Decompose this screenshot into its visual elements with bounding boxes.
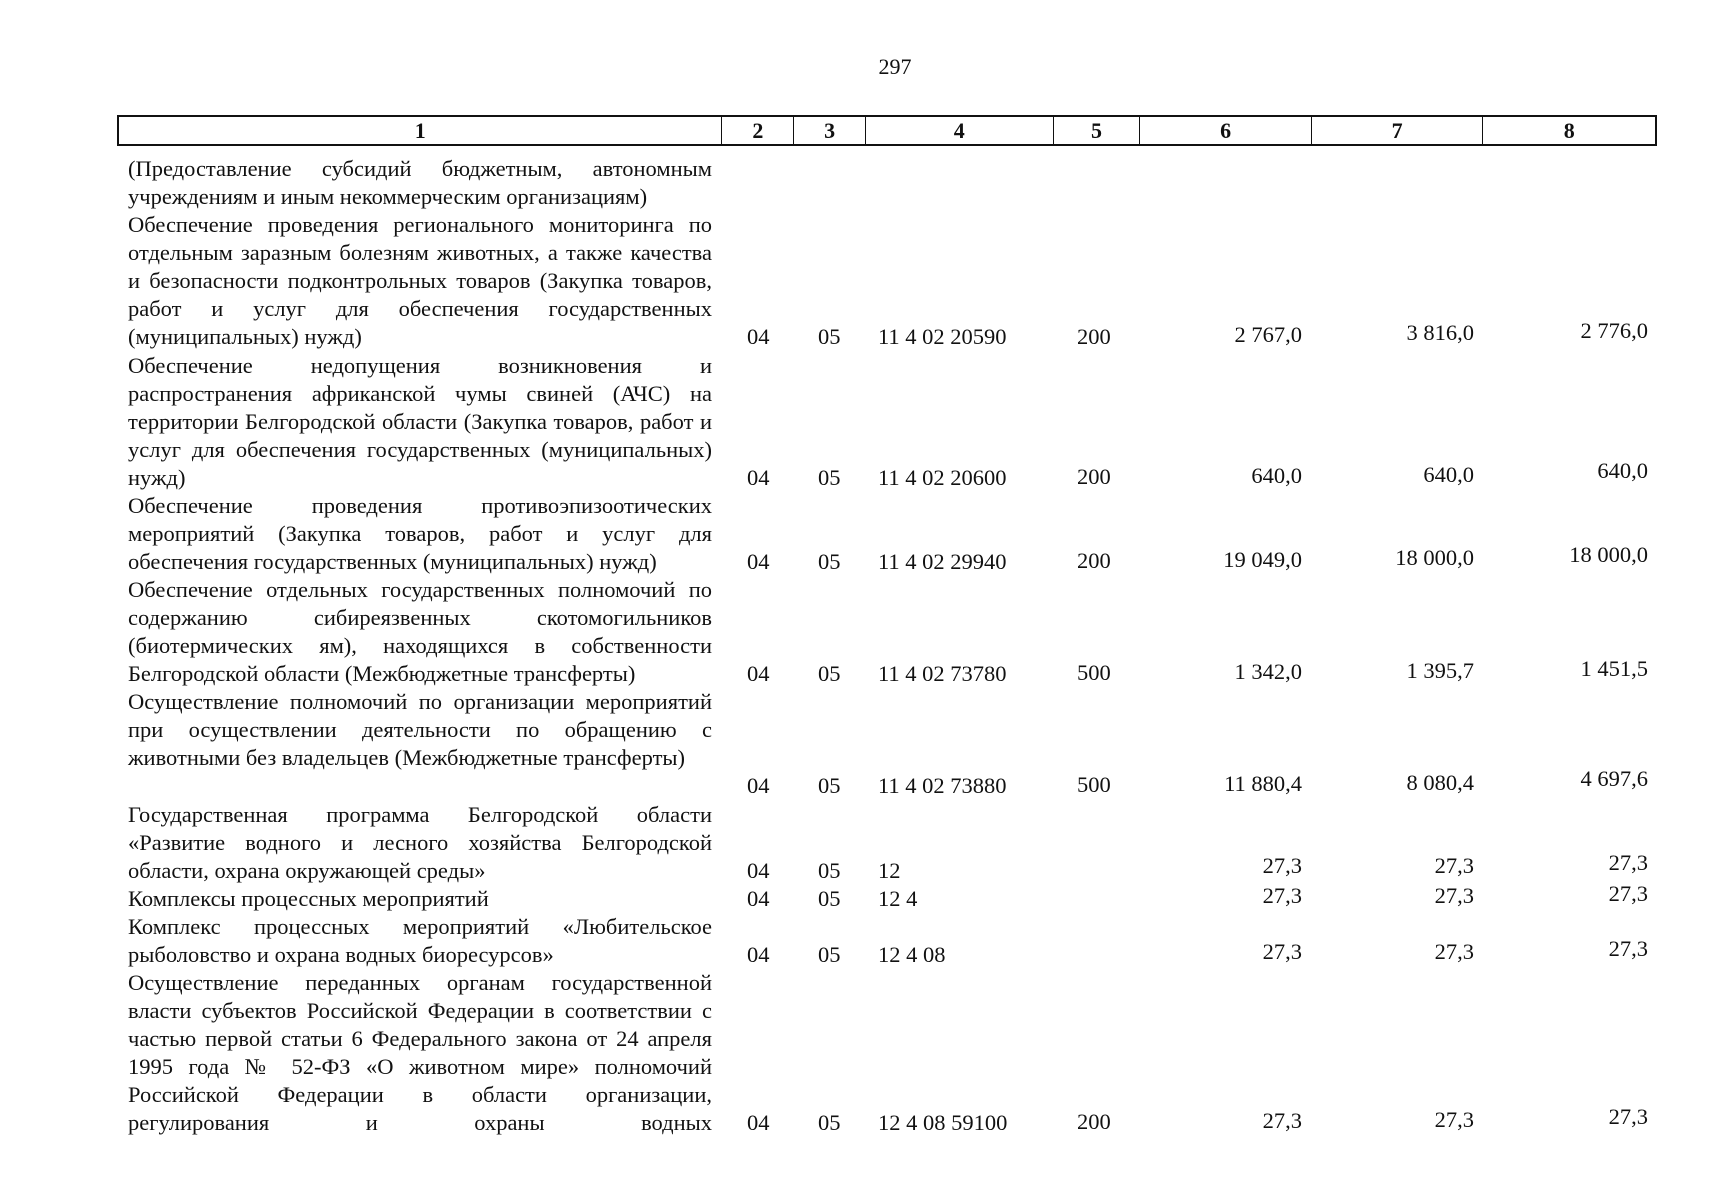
- row-description: Осуществление переданных органам государственной власти субъектов Российской Федерации в соответствии с частью первой статьи 6 Федерального закона от 24 апреля 1995 года № 52-ФЗ «О животном мире» полномочий Российской Федерации в области организации, регулирования и охраны водных: [128, 970, 712, 1135]
- cell-amount-8: 27,3: [1608, 936, 1648, 961]
- cell-section: 04: [747, 886, 770, 911]
- row-description: Комплекс процессных мероприятий «Любительское рыболовство и охрана водных биоресурсов»: [128, 914, 712, 967]
- row-description: Обеспечение проведения противоэпизоотических мероприятий (Закупка товаров, работ и услуг для обеспечения государственных (муниципальных) нужд): [128, 493, 712, 574]
- cell-expense-type: 500: [1077, 772, 1111, 797]
- cell-section: 04: [747, 324, 770, 349]
- cell-target-article: 11 4 02 73880: [878, 773, 1007, 798]
- cell-amount-8: 2 776,0: [1580, 318, 1648, 343]
- header-col-7: 7: [1312, 117, 1484, 144]
- cell-expense-type: 200: [1077, 548, 1111, 573]
- cell-subsection: 05: [818, 324, 841, 349]
- cell-target-article: 12 4: [878, 886, 918, 911]
- header-col-3: 3: [794, 117, 866, 144]
- cell-subsection: 05: [818, 1110, 841, 1135]
- cell-subsection: 05: [818, 858, 841, 883]
- cell-amount-7: 27,3: [1434, 883, 1474, 908]
- cell-section: 04: [747, 1110, 770, 1135]
- row-description: Государственная программа Белгородской области «Развитие водного и лесного хозяйства Белгородской области, охрана окружающей среды»: [128, 802, 712, 883]
- cell-subsection: 05: [818, 942, 841, 967]
- row-description: Обеспечение проведения регионального мониторинга по отдельным заразным болезням животных, а также качества и безопасности подконтрольных товаров (Закупка товаров, работ и услуг для обеспечения государственных (муниципальных) нужд): [128, 212, 712, 349]
- cell-amount-6: 19 049,0: [1223, 547, 1302, 572]
- cell-amount-8: 1 451,5: [1580, 656, 1648, 681]
- cell-amount-6: 27,3: [1262, 1108, 1302, 1133]
- cell-expense-type: 200: [1077, 1109, 1111, 1134]
- cell-section: 04: [747, 549, 770, 574]
- header-col-6: 6: [1140, 117, 1312, 144]
- cell-expense-type: 200: [1077, 464, 1111, 489]
- cell-target-article: 12 4 08: [878, 942, 946, 967]
- cell-section: 04: [747, 773, 770, 798]
- cell-amount-6: 1 342,0: [1234, 659, 1302, 684]
- cell-amount-7: 18 000,0: [1395, 545, 1474, 570]
- header-col-1: 1: [119, 117, 722, 144]
- row-description: Обеспечение недопущения возникновения и распространения африканской чумы свиней (АЧС) на территории Белгородской области (Закупка товаров, работ и услуг для обеспечения государственных (муниципальных) нужд): [128, 353, 712, 490]
- header-col-2: 2: [722, 117, 794, 144]
- cell-target-article: 12 4 08 59100: [878, 1110, 1008, 1135]
- header-col-5: 5: [1054, 117, 1141, 144]
- cell-amount-6: 27,3: [1262, 853, 1302, 878]
- cell-subsection: 05: [818, 773, 841, 798]
- header-col-4: 4: [866, 117, 1054, 144]
- row-description: Обеспечение отдельных государственных полномочий по содержанию сибиреязвенных скотомогильников (биотермических ям), находящихся в собственности Белгородской области (Межбюджетные трансферты): [128, 577, 712, 686]
- row-description: Комплексы процессных мероприятий: [128, 886, 489, 911]
- cell-amount-7: 8 080,4: [1406, 770, 1474, 795]
- cell-amount-6: 640,0: [1251, 463, 1302, 488]
- cell-amount-7: 27,3: [1434, 939, 1474, 964]
- cell-amount-7: 27,3: [1434, 853, 1474, 878]
- cell-subsection: 05: [818, 465, 841, 490]
- cell-amount-8: 27,3: [1608, 1104, 1648, 1129]
- cell-amount-6: 2 767,0: [1234, 322, 1302, 347]
- cell-amount-7: 27,3: [1434, 1107, 1474, 1132]
- cell-target-article: 11 4 02 20590: [878, 324, 1007, 349]
- cell-target-article: 11 4 02 73780: [878, 661, 1007, 686]
- cell-subsection: 05: [818, 661, 841, 686]
- cell-section: 04: [747, 465, 770, 490]
- cell-expense-type: 500: [1077, 660, 1111, 685]
- cell-target-article: 12: [878, 858, 901, 883]
- cell-amount-7: 3 816,0: [1406, 320, 1474, 345]
- row-description: (Предоставление субсидий бюджетным, автономным учреждениям и иным некоммерческим организациям): [128, 156, 712, 209]
- cell-section: 04: [747, 858, 770, 883]
- cell-expense-type: 200: [1077, 324, 1111, 349]
- cell-amount-7: 1 395,7: [1406, 658, 1474, 683]
- row-description: Осуществление полномочий по организации мероприятий при осуществлении деятельности по обращению с животными без владельцев (Межбюджетные трансферты): [128, 689, 712, 770]
- cell-target-article: 11 4 02 20600: [878, 465, 1007, 490]
- cell-amount-8: 27,3: [1608, 881, 1648, 906]
- cell-amount-8: 18 000,0: [1569, 542, 1648, 567]
- cell-subsection: 05: [818, 886, 841, 911]
- cell-amount-6: 11 880,4: [1224, 771, 1302, 796]
- cell-amount-6: 27,3: [1262, 883, 1302, 908]
- cell-amount-8: 4 697,6: [1580, 766, 1648, 791]
- cell-subsection: 05: [818, 549, 841, 574]
- header-col-8: 8: [1563, 117, 1575, 143]
- cell-amount-8: 640,0: [1597, 458, 1648, 483]
- cell-section: 04: [747, 661, 770, 686]
- cell-amount-8: 27,3: [1608, 850, 1648, 875]
- cell-amount-6: 27,3: [1262, 939, 1302, 964]
- cell-section: 04: [747, 942, 770, 967]
- cell-target-article: 11 4 02 29940: [878, 549, 1007, 574]
- page-number: 297: [878, 54, 912, 79]
- cell-amount-7: 640,0: [1423, 462, 1474, 487]
